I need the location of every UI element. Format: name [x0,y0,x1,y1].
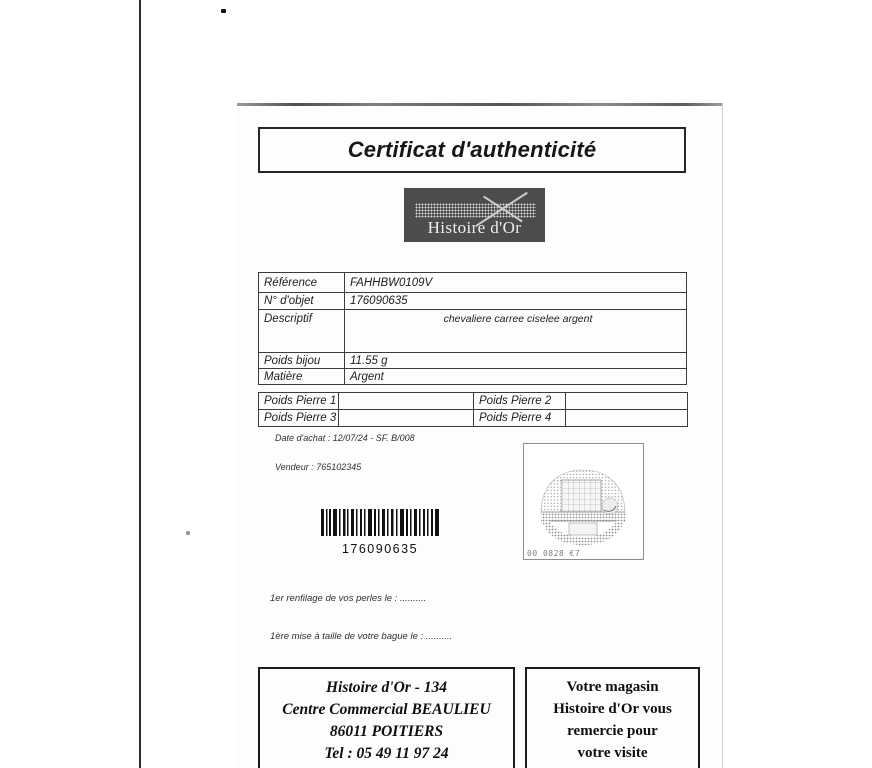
stone-value [339,410,474,427]
certificate-title: Certificat d'authenticité [347,137,597,162]
thanks-line: remercie pour [567,723,658,739]
detail-value: 176090635 [345,293,687,310]
certificate-page [237,103,723,768]
detail-value: 11.55 g [345,353,687,369]
detail-label: Matière [259,369,345,385]
jewel-details-table [258,272,687,385]
stone-weights-table [258,392,688,427]
table-row [259,393,688,410]
store-city-line: 86011 POITIERS [329,723,444,740]
store-phone-line: Tel : 05 49 11 97 24 [324,745,449,762]
detail-label: N° d'objet [259,293,345,310]
store-address-box [258,667,515,768]
histoire-dor-logo [404,188,545,242]
table-row [259,410,688,427]
detail-label: Poids bijou [259,353,345,369]
scanner-edge-artifact [139,0,141,768]
barcode-number: 176090635 [341,542,419,556]
scan-speck [221,9,226,13]
store-address-line: Centre Commercial BEAULIEU [282,701,491,718]
table-row [259,293,687,310]
table-row [259,310,687,353]
table-row [259,369,687,385]
barcode [321,509,439,556]
thanks-line: votre visite [577,745,648,761]
detail-label: Référence [259,273,345,293]
scan-speck [186,531,190,535]
stone-label: Poids Pierre 2 [474,393,566,410]
service-line-restring: 1er renfilage de vos perles le : .......... [270,593,427,604]
thank-you-box [525,667,700,768]
purchase-date-line: Date d'achat : 12/07/24 - SF. B/008 [275,433,415,443]
jewel-photo-box [523,443,644,560]
stone-value [566,393,688,410]
paper-top-edge [237,103,722,106]
certificate-title-box [258,127,686,173]
store-name-line: Histoire d'Or - 134 [326,679,447,696]
service-line-resize: 1ère mise à taille de votre bague le : .......... [270,631,453,642]
thanks-line: Histoire d'Or vous [553,701,672,717]
barcode-bars [321,509,439,536]
photo-caption: 00 0828 €7 [527,549,581,558]
table-row [259,273,687,293]
stone-value [566,410,688,427]
detail-value: chevaliere carree ciselee argent [345,310,687,353]
stone-value [339,393,474,410]
signet-ring-drawing [524,444,643,559]
table-row [259,353,687,369]
vendor-line: Vendeur : 765102345 [275,462,362,472]
stone-label: Poids Pierre 3 [259,410,339,427]
detail-value: FAHHBW0109V [345,273,687,293]
logo-halftone-band [415,203,536,218]
detail-value: Argent [345,369,687,385]
detail-label: Descriptif [259,310,345,353]
stone-label: Poids Pierre 4 [474,410,566,427]
stone-label: Poids Pierre 1 [259,393,339,410]
logo-wordmark: Histoire d'Or [427,218,522,237]
thanks-line: Votre magasin [566,679,659,695]
